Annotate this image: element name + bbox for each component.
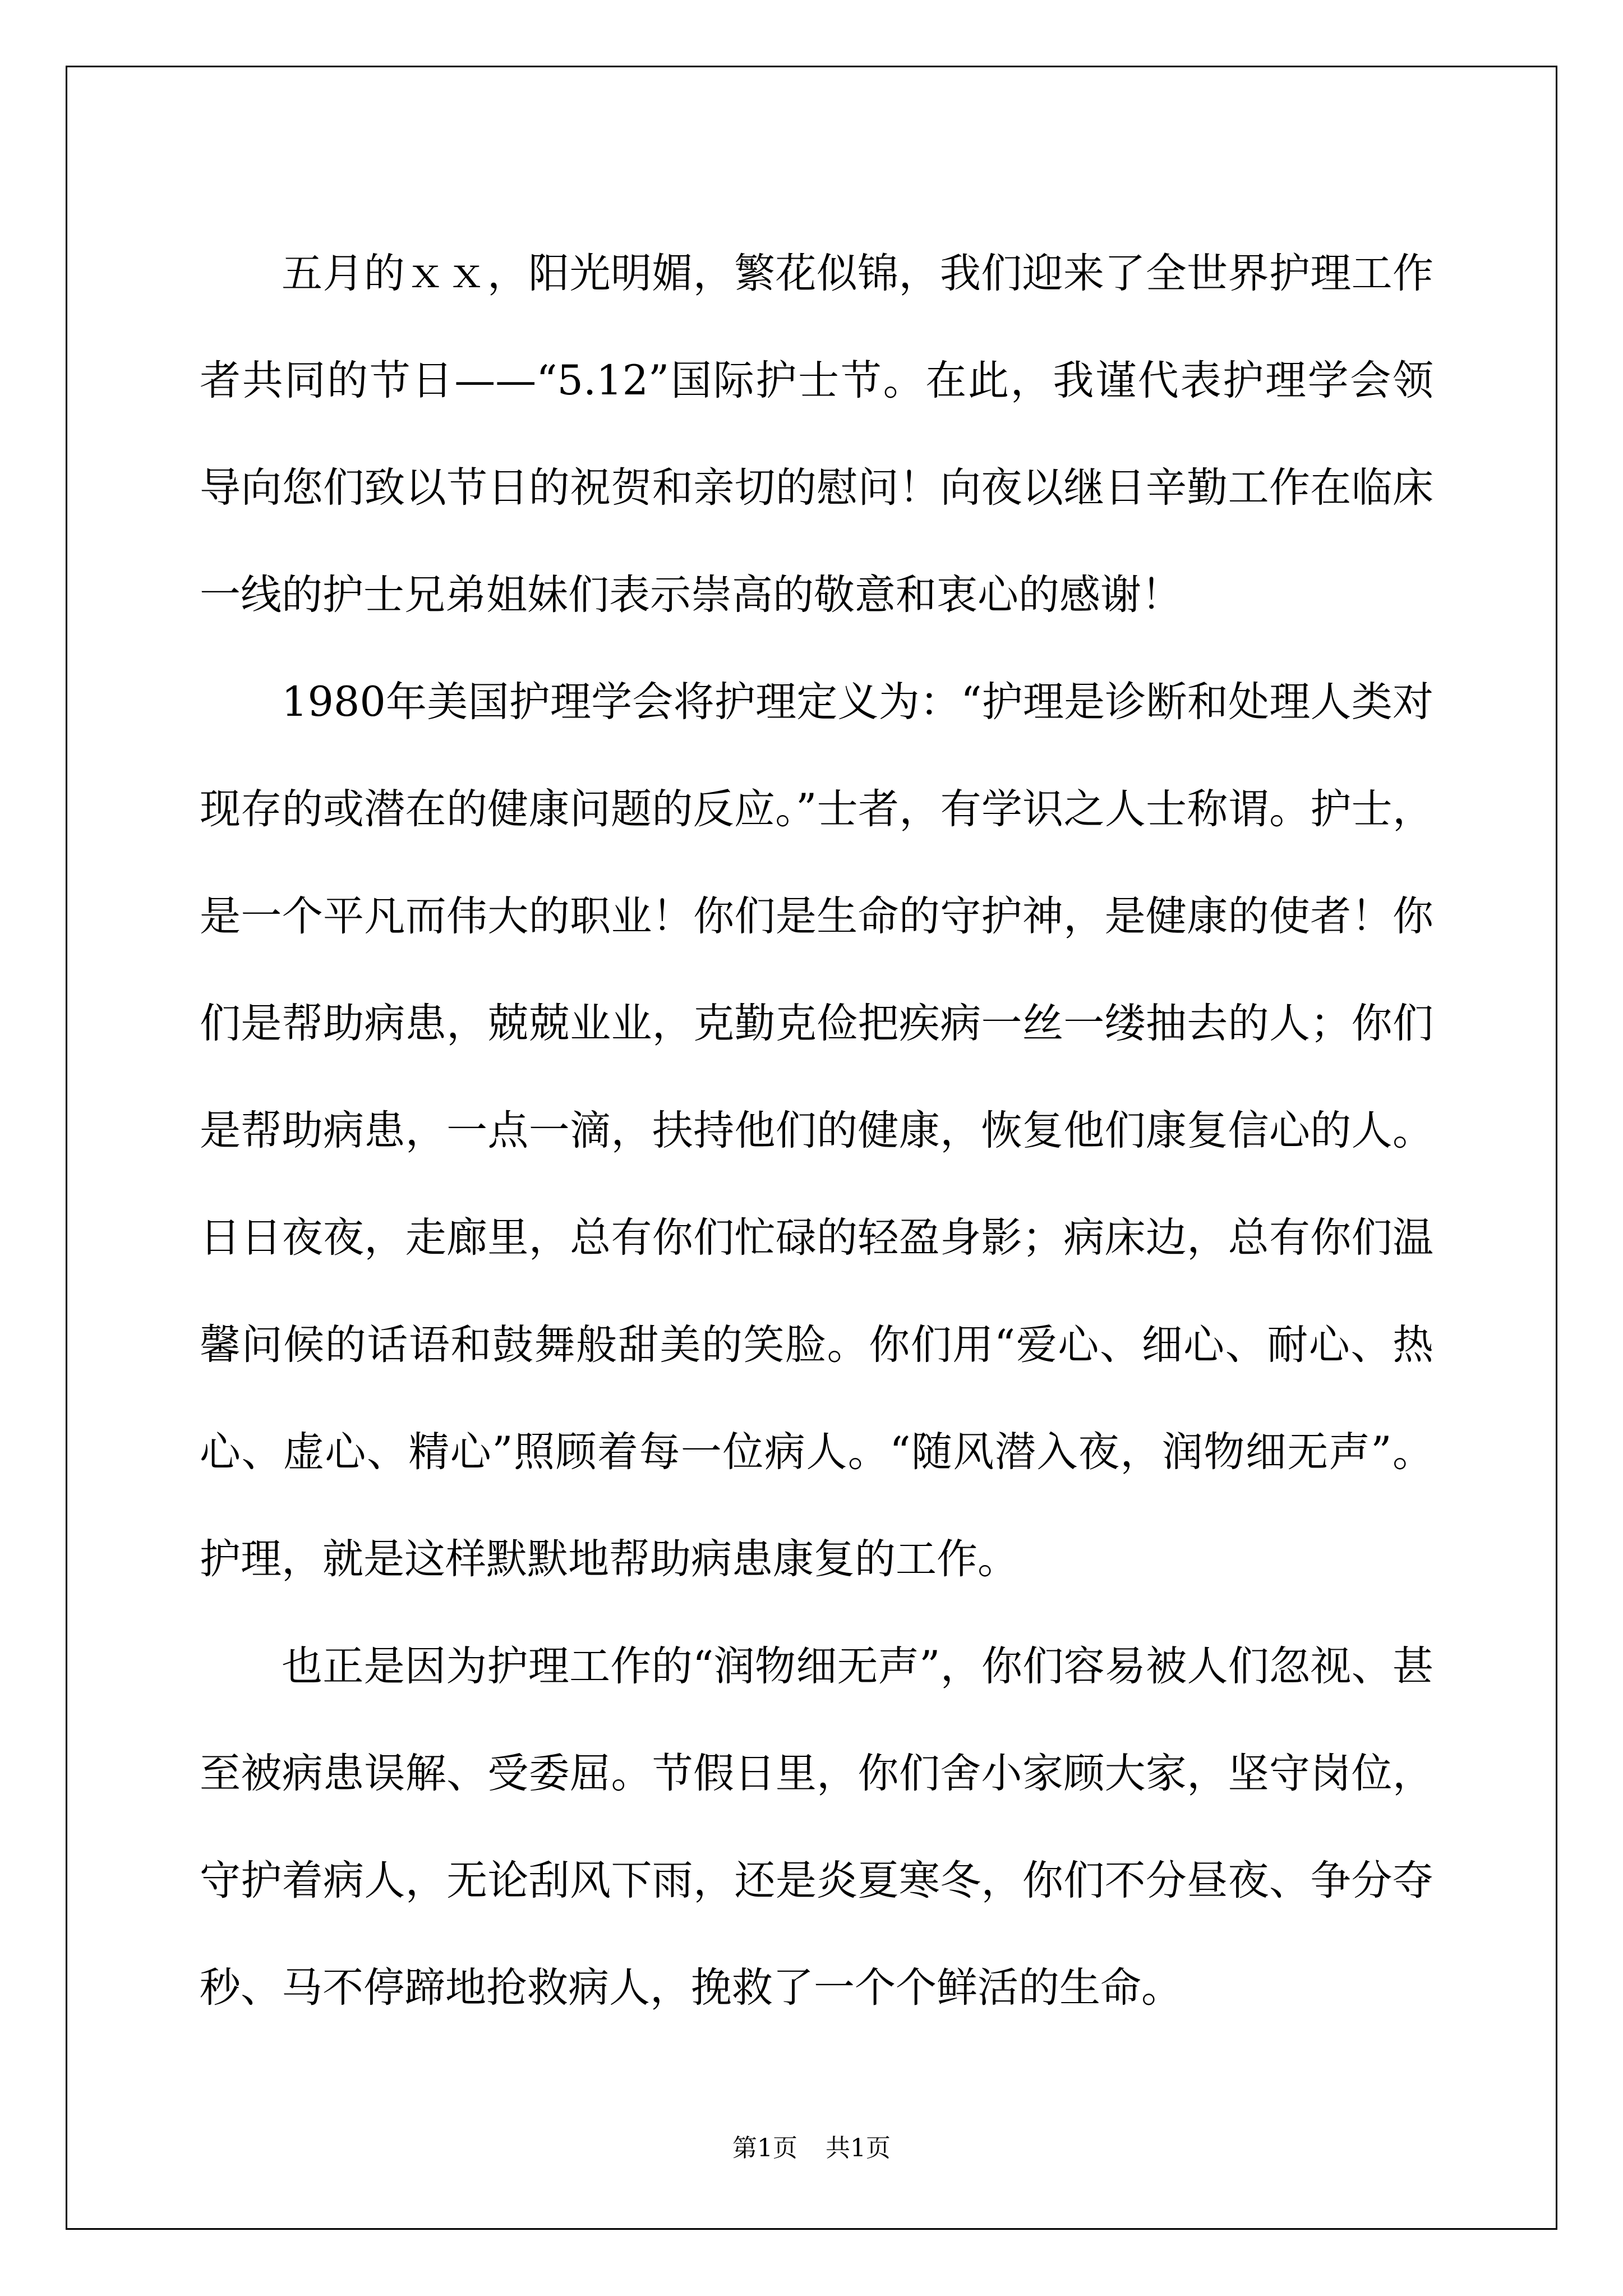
- total-pages: 共1页: [826, 2134, 891, 2162]
- document-body: [200, 220, 1433, 2041]
- page-number: 第1页: [732, 2134, 797, 2162]
- paragraph-3: 也正是因为护理工作的“润物细无声”，你们容易被人们忽视、甚至被病患误解、受委屈。节假日里，你们舍小家顾大家，坚守岗位，守护着病人，无论刮风下雨，还是炎夏寒冬，你们不分昼夜、争分夺秒、马不停蹄地抢救病人，挽救了一个个鲜活的生命。: [200, 1642, 1433, 2012]
- page-footer: [0, 2132, 1623, 2165]
- paragraph-2: 1980年美国护理学会将护理定义为：“护理是诊断和处理人类对现存的或潜在的健康问题的反应。”士者，有学识之人士称谓。护士，是一个平凡而伟大的职业！你们是生命的守护神，是健康的使者！你们是帮助病患，兢兢业业，克勤克俭把疾病一丝一缕抽去的人；你们是帮助病患，一点一滴，扶持他们的健康，恢复他们康复信心的人。日日夜夜，走廊里，总有你们忙碌的轻盈身影；病床边，总有你们温馨问候的话语和鼓舞般甜美的笑脸。你们用“爱心、细心、耐心、热心、虚心、精心”照顾着每一位病人。“随风潜入夜，润物细无声”。护理，就是这样默默地帮助病患康复的工作。: [200, 678, 1433, 1583]
- paragraph-1: 五月的ｘｘ，阳光明媚，繁花似锦，我们迎来了全世界护理工作者共同的节日——“5.12”国际护士节。在此，我谨代表护理学会领导向您们致以节日的祝贺和亲切的慰问！向夜以继日辛勤工作在临床一线的护士兄弟姐妹们表示崇高的敬意和衷心的感谢！: [200, 250, 1433, 619]
